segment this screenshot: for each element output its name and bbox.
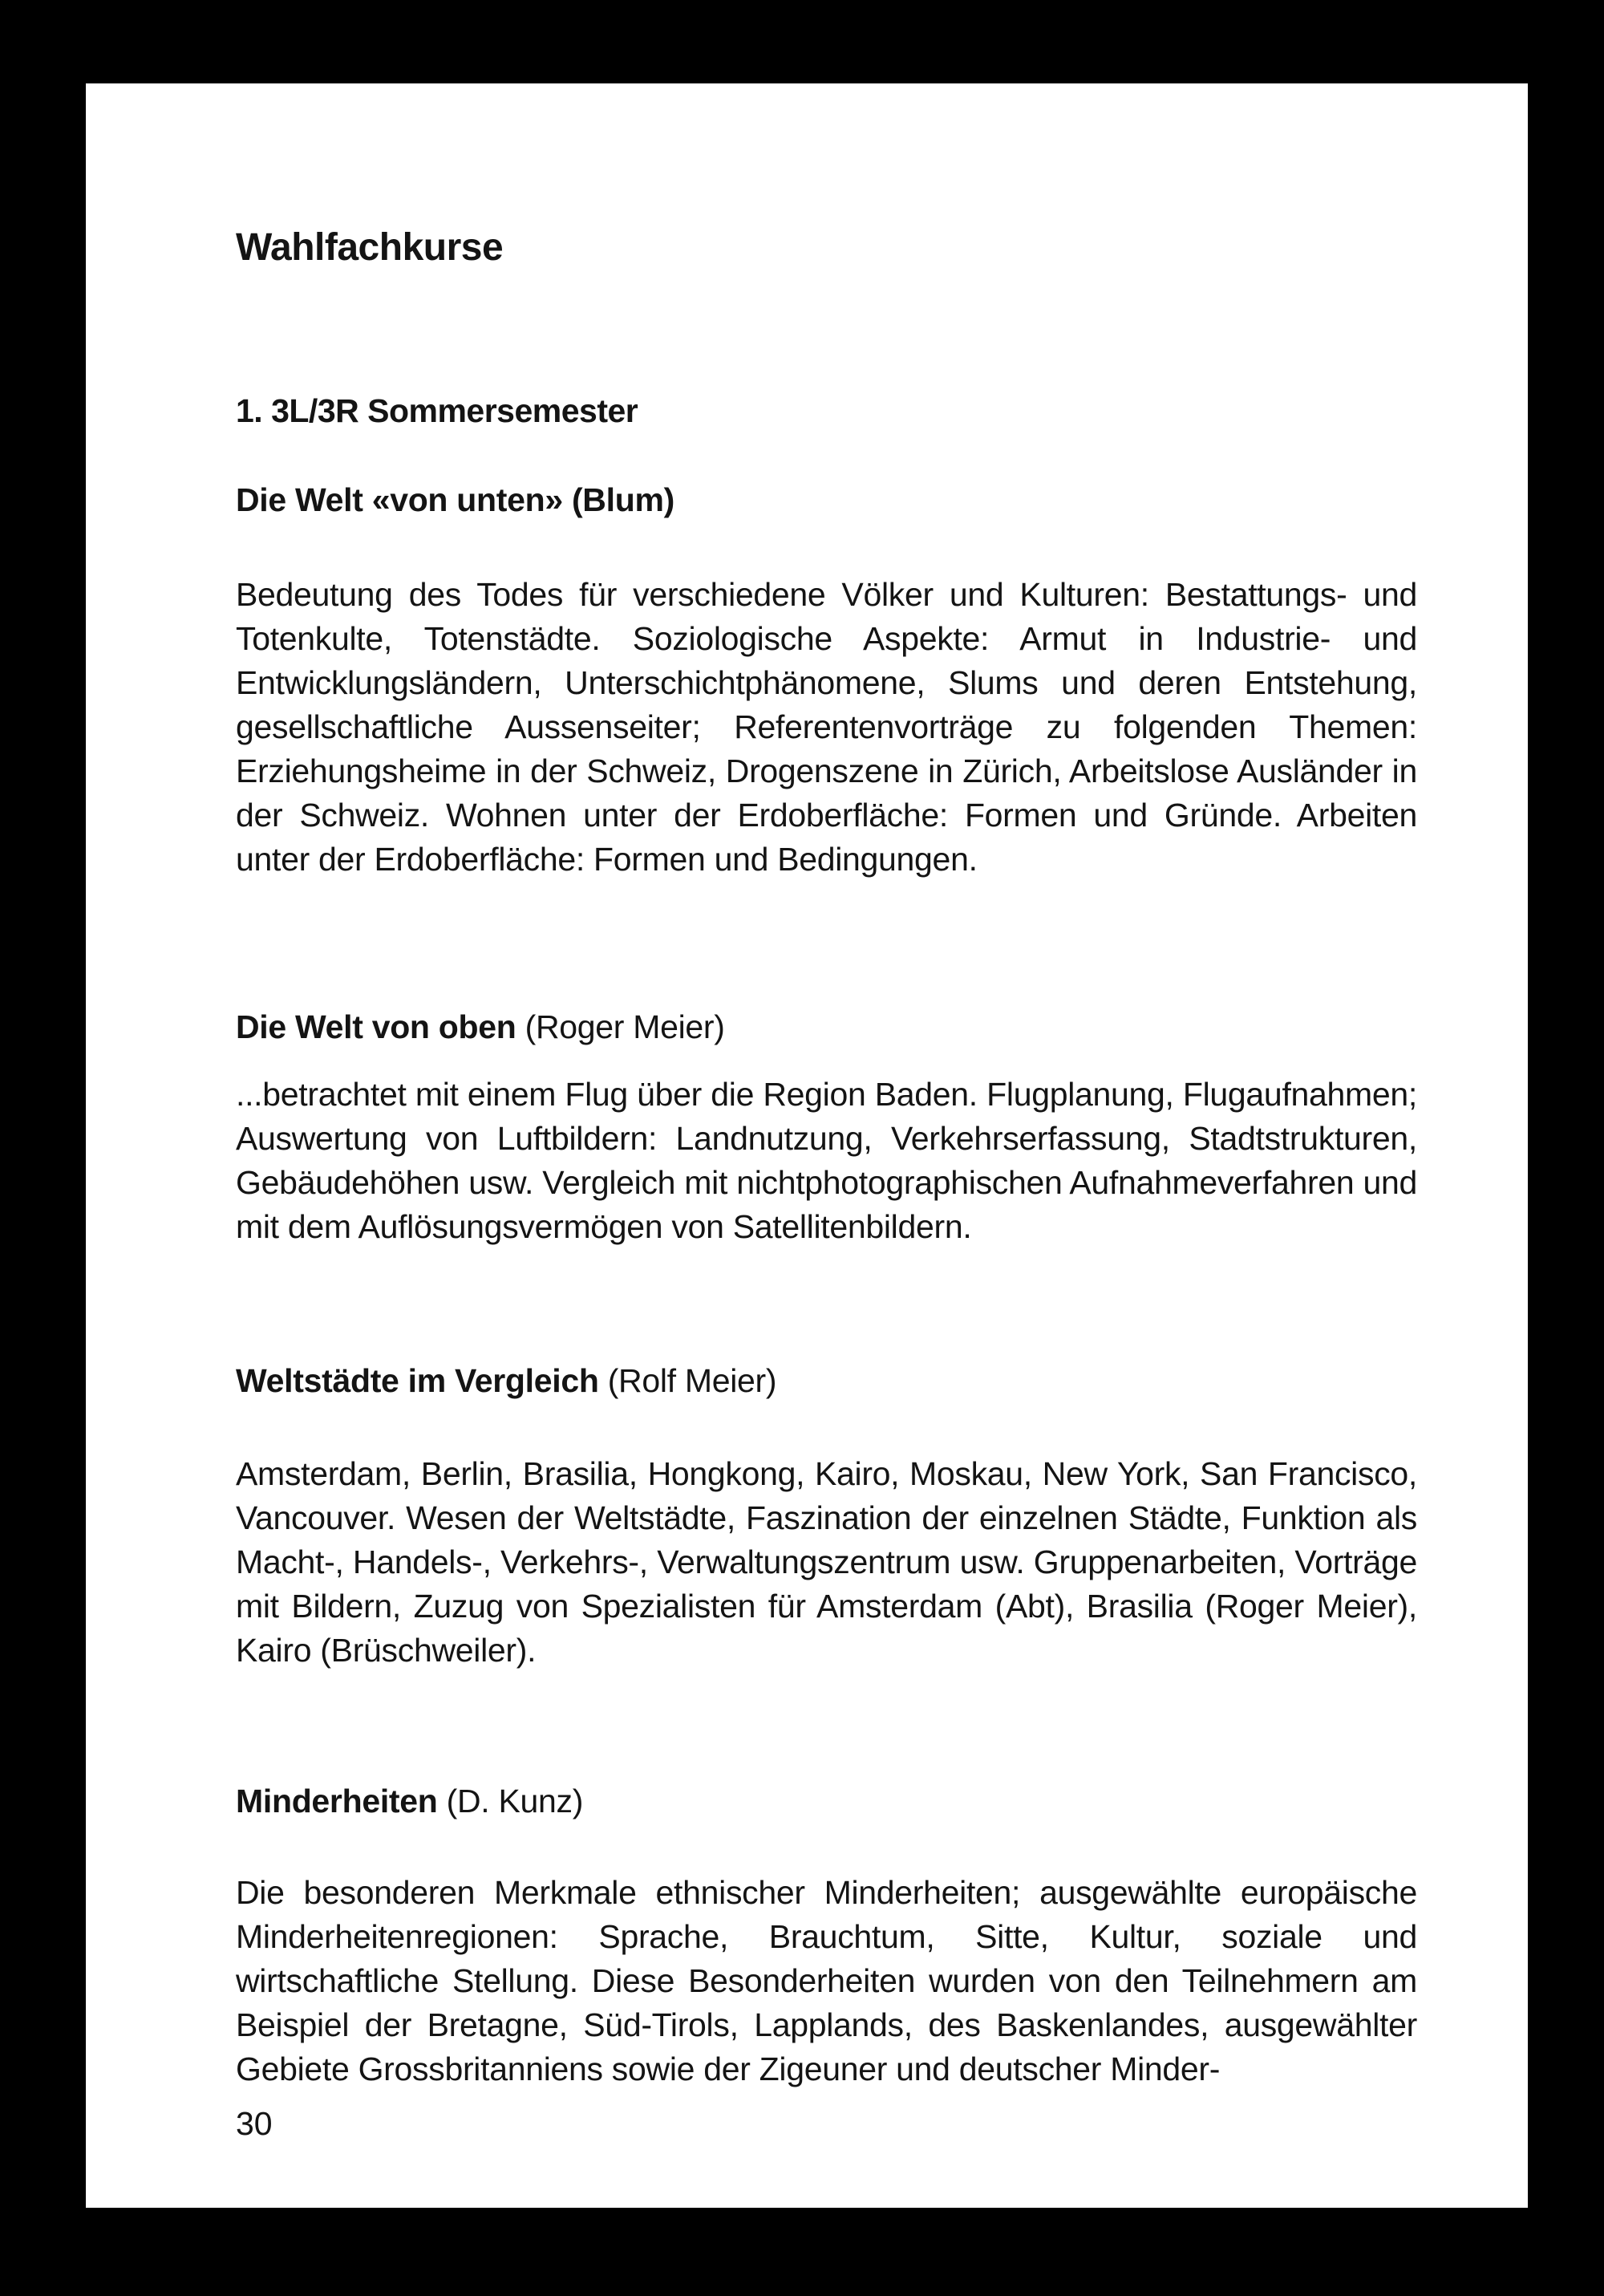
course-instructor: (Roger Meier) — [525, 1008, 725, 1045]
course-text-weltstaedte: Amsterdam, Berlin, Brasilia, Hongkong, Kairo, Moskau, New York, San Francisco, Vancouver. Wesen der Weltstädte, Faszination der einzelnen Städte, Funktion als Macht-, Handels-, Verkehrs-, Verwaltungszentrum usw. Gruppenarbeiten, Vorträge mit Bildern, Zuzug von Spezialisten für Amsterdam (Abt), Brasilia (Roger Meier), Kairo (Brüschweiler). — [236, 1455, 1417, 1669]
course-instructor: (D. Kunz) — [446, 1783, 584, 1819]
course-instructor: (Rolf Meier) — [607, 1362, 777, 1399]
course-text-welt-von-oben: ...betrachtet mit einem Flug über die Region Baden. Flugplanung, Flugaufnahmen; Auswertung von Luftbildern: Landnutzung, Verkehrserfassung, Stadtstrukturen, Gebäudehöhen usw. Vergleich mit nichtphotographischen Aufnahmeverfahren und mit dem Auflösungsvermögen von Satellitenbildern. — [236, 1076, 1417, 1245]
page-number: 30 — [236, 2105, 273, 2142]
course-text-welt-von-unten: Bedeutung des Todes für verschiedene Völker und Kulturen: Bestattungs- und Totenkulte, Totenstädte. Soziologische Aspekte: Armut in Industrie- und Entwicklungsländern, Unterschichtphänomene, Slums und deren Entstehung, gesellschaftliche Aussenseiter; Referentenvorträge zu folgenden Themen: Erziehungsheime in der Schweiz, Drogenszene in Zürich, Arbeitslose Ausländer in der Schweiz. Wohnen unter der Erdoberfläche: Formen und Gründe. Arbeiten unter der Erdoberfläche: Formen und Bedingungen. — [236, 576, 1417, 878]
course-heading-weltstaedte — [236, 1362, 776, 1400]
course-title: Die Welt von oben — [236, 1008, 516, 1045]
course-title: Weltstädte im Vergleich — [236, 1362, 599, 1399]
course-heading-minderheiten — [236, 1783, 583, 1820]
course-heading-welt-von-unten — [236, 481, 674, 519]
course-title: Minderheiten — [236, 1783, 438, 1819]
course-text-minderheiten: Die besonderen Merkmale ethnischer Minderheiten; ausgewählte europäische Minderheitenregionen: Sprache, Brauchtum, Sitte, Kultur, soziale und wirtschaftliche Stellung. Diese Besonderheiten wurden von den Teilnehmern am Beispiel der Bretagne, Süd-Tirols, Lapplands, des Baskenlandes, ausgewählter Gebiete Grossbritanniens sowie der Zigeuner und deutscher Minder- — [236, 1874, 1417, 2087]
page-title: Wahlfachkurse — [236, 226, 504, 269]
document-page — [86, 83, 1528, 2208]
course-title: Die Welt «von unten» (Blum) — [236, 481, 674, 518]
semester-heading: 1. 3L/3R Sommersemester — [236, 392, 638, 429]
course-heading-welt-von-oben — [236, 1008, 725, 1046]
